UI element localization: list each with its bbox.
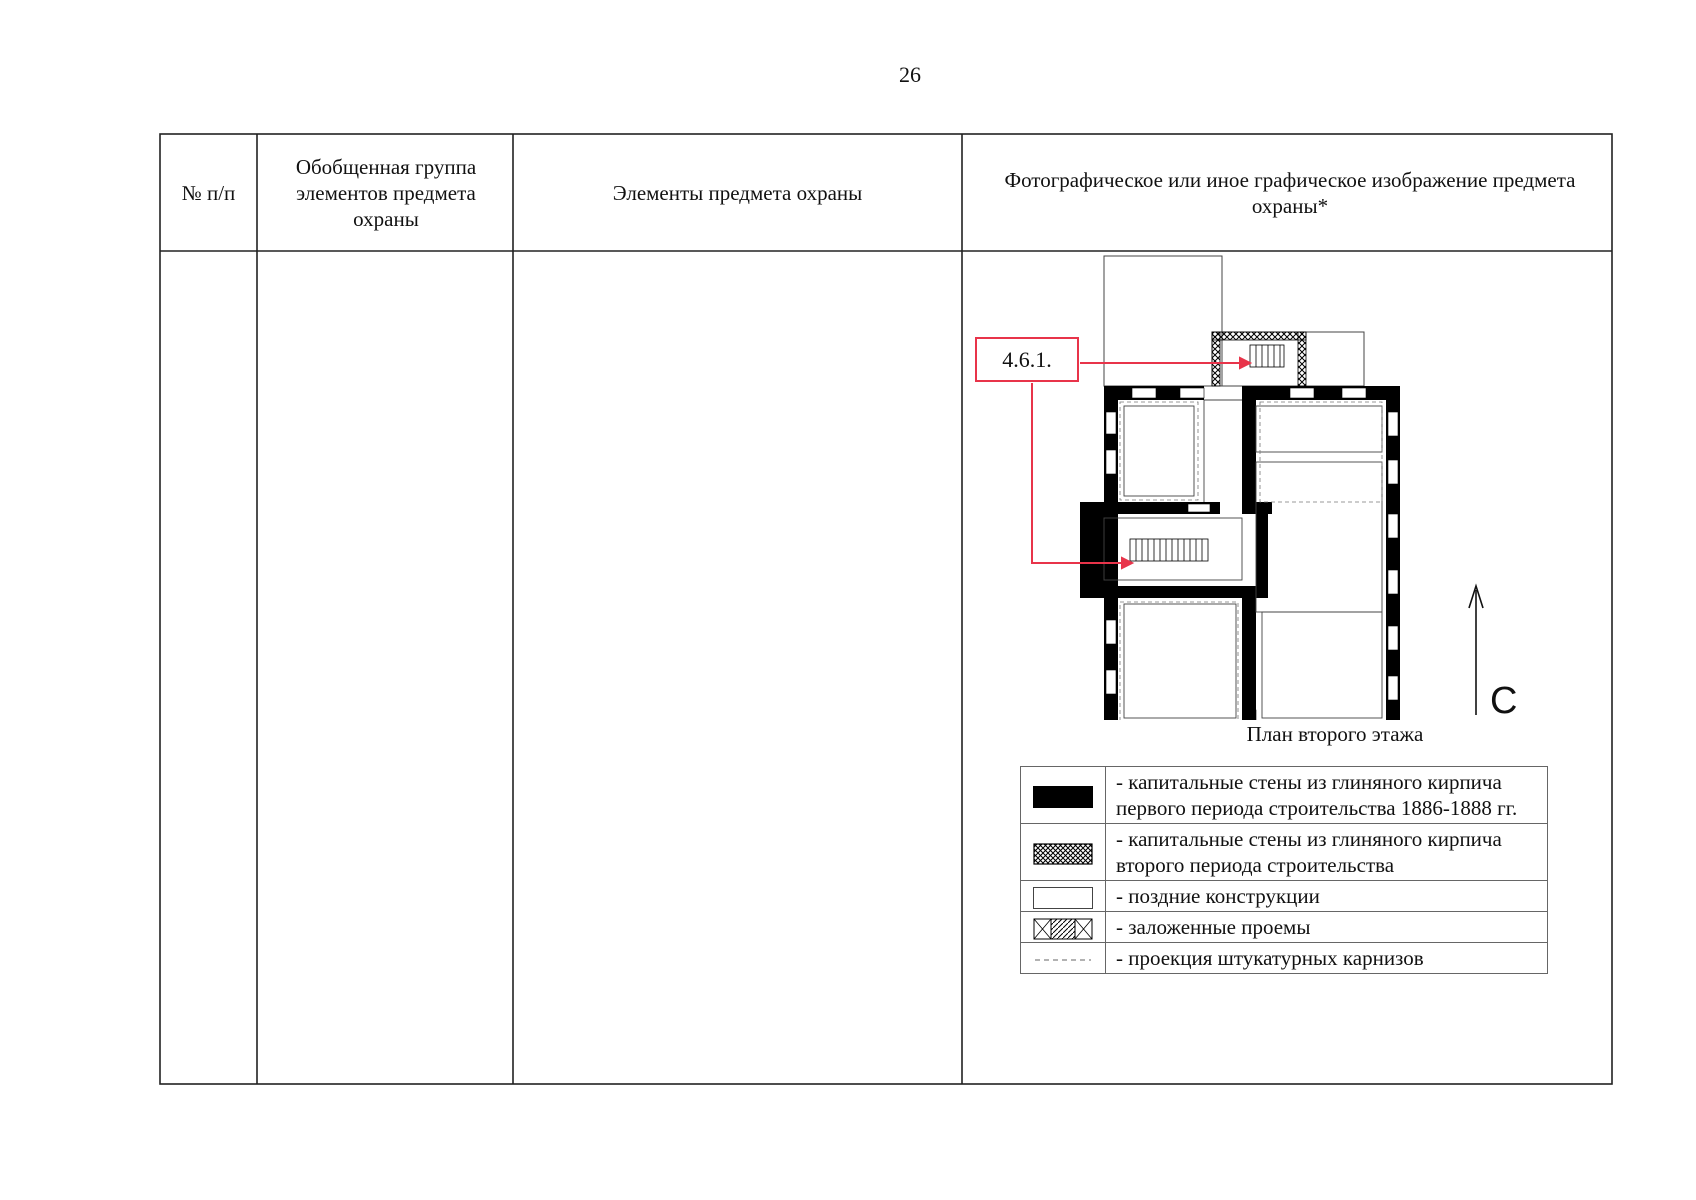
legend-row xyxy=(1021,912,1548,943)
legend-label: - поздние конструкции xyxy=(1106,881,1548,912)
legend-swatch-outline xyxy=(1033,887,1093,909)
north-arrow xyxy=(1469,586,1483,715)
legend-row xyxy=(1021,767,1548,824)
second-period-walls xyxy=(1212,332,1306,386)
legend-swatch-cell xyxy=(1021,824,1106,881)
plan-caption: План второго этажа xyxy=(1246,722,1424,746)
floor-plan xyxy=(960,250,1600,720)
legend-swatch-hatched xyxy=(1033,918,1093,940)
legend-label: - проекция штукатурных карнизов xyxy=(1106,943,1548,974)
first-period-walls xyxy=(1080,386,1400,720)
legend-row xyxy=(1021,943,1548,974)
page-number: 26 xyxy=(899,62,921,87)
lower-staircase xyxy=(1130,539,1208,561)
header-num: № п/п xyxy=(181,180,236,205)
legend-label: - заложенные проемы xyxy=(1106,912,1548,943)
callout-label-4-6-1: 4.6.1. xyxy=(975,337,1079,382)
legend-label: - капитальные стены из глиняного кирпича второго периода строительства xyxy=(1106,824,1548,881)
legend-swatch-cell xyxy=(1021,912,1106,943)
legend-swatch-cell xyxy=(1021,943,1106,974)
legend-swatch-dashed xyxy=(1033,949,1093,971)
legend-row xyxy=(1021,881,1548,912)
upper-staircase xyxy=(1250,345,1284,367)
legend-label: - капитальные стены из глиняного кирпича первого периода строительства 1886-1888 гг. xyxy=(1106,767,1548,824)
header-image: Фотографическое или иное графическое изображение предмета охраны* xyxy=(1004,167,1576,218)
header-elements: Элементы предмета охраны xyxy=(612,180,863,205)
legend-row xyxy=(1021,824,1548,881)
legend-table xyxy=(1020,766,1548,974)
legend-swatch-cell xyxy=(1021,767,1106,824)
legend-swatch-cell xyxy=(1021,881,1106,912)
header-group: Обобщенная группа элементов предмета охраны xyxy=(295,154,477,231)
north-letter: С xyxy=(1490,680,1518,722)
legend-swatch-solid xyxy=(1033,786,1093,808)
legend-swatch-crosshatch xyxy=(1033,843,1093,865)
blocked-opening xyxy=(1248,710,1256,720)
